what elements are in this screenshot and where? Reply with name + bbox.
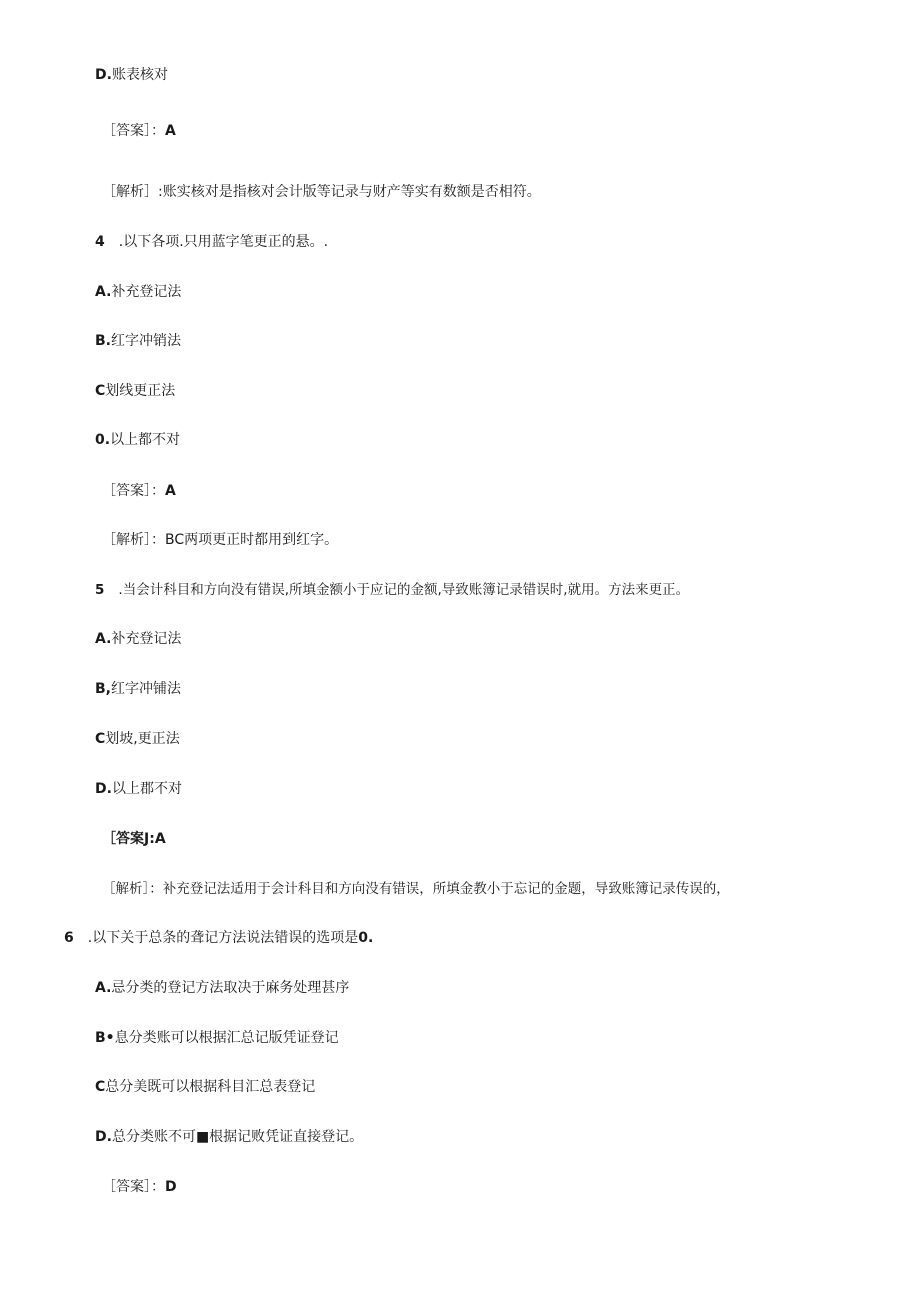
option-letter: A. (95, 980, 112, 996)
analysis-text: BC两项更正时都用到红字。 (165, 532, 339, 548)
answer-value: D (165, 1179, 177, 1195)
q6-option-b (95, 1028, 339, 1048)
option-text: 划线更正法 (105, 383, 176, 399)
q3-option-d (95, 65, 168, 85)
q6-option-c (95, 1077, 315, 1097)
q6-option-d (95, 1127, 363, 1147)
q4-analysis (102, 530, 338, 550)
option-text: 账表核对 (111, 67, 168, 83)
answer-label: ［答案］： (102, 1179, 165, 1195)
option-letter: D. (95, 1129, 112, 1145)
q5-analysis (102, 879, 730, 899)
option-letter: D. (95, 781, 112, 797)
answer-label: ［答案J: (102, 831, 155, 847)
option-text: 总分美既可以根据科目汇总表登记 (105, 1079, 316, 1095)
question-text: .以下关于总条的聋记方法说法错误的选项是 (87, 930, 359, 946)
option-letter: C (95, 383, 106, 399)
question-text: .当会计科目和方向没有错误,所填金额小于应记的金额,导致账簿记录错误时,就用。方法来更正。 (118, 582, 690, 598)
option-text: 总分类账不可■根据记败凭证直接登记。 (111, 1129, 364, 1145)
option-text: 划坡,更正法 (105, 731, 180, 747)
answer-value: A (165, 483, 176, 499)
question-number: 5 (95, 582, 105, 598)
option-letter: D. (95, 67, 112, 83)
option-letter: B, (95, 681, 111, 697)
answer-value: A (165, 123, 176, 139)
option-text: 红字冲铺法 (111, 681, 181, 697)
analysis-label: ［解析］ (102, 184, 158, 200)
q5-option-d (95, 779, 182, 799)
answer-value: A (154, 831, 166, 847)
q5-option-a (95, 629, 181, 649)
q4-option-d (95, 430, 180, 450)
q5-option-b (95, 679, 181, 699)
q5-answer (102, 829, 166, 849)
answer-label: ［答案］： (102, 483, 165, 499)
option-letter: A. (95, 631, 112, 647)
q4-stem (95, 232, 328, 252)
option-text: 补充登记法 (111, 631, 182, 647)
question-text: .以下各项.只用蓝字笔更正的悬。. (118, 234, 329, 250)
option-text: 补充登记法 (111, 284, 182, 300)
option-letter: B. (95, 333, 111, 349)
q4-option-c (95, 381, 175, 401)
q3-analysis (102, 182, 541, 202)
option-letter: 0. (95, 432, 111, 448)
analysis-label: ［解析］： (102, 881, 163, 897)
q3-answer (102, 121, 176, 141)
option-letter: B• (95, 1030, 115, 1046)
option-text: 忌分类的登记方法取决于麻务处理甚序 (111, 980, 350, 996)
option-letter: C (95, 1079, 106, 1095)
q6-option-a (95, 978, 349, 998)
q5-option-c (95, 729, 180, 749)
q4-option-b (95, 331, 181, 351)
analysis-text: :账实核对是指核对会计版等记录与财产等实有数额是否相符。 (158, 184, 541, 200)
option-text: 息分类账可以根据汇总记版凭证登记 (114, 1030, 339, 1046)
question-suffix: 0. (358, 930, 374, 946)
analysis-text: 补充登记法适用于会计科目和方向没有错误，所填金教小于忘记的金题，导致账簿记录传误的， (162, 881, 730, 897)
q6-stem (64, 928, 373, 948)
q5-stem (95, 580, 689, 600)
option-letter: A. (95, 284, 112, 300)
answer-label: ［答案］： (102, 123, 165, 139)
q4-option-a (95, 282, 181, 302)
option-text: 以上都不对 (110, 432, 181, 448)
q4-answer (102, 481, 176, 501)
q6-answer (102, 1177, 177, 1197)
option-text: 以上郡不对 (111, 781, 182, 797)
question-number: 6 (64, 930, 74, 946)
analysis-label: ［解析］： (102, 532, 165, 548)
option-text: 红字冲销法 (111, 333, 181, 349)
question-number: 4 (95, 234, 105, 250)
option-letter: C (95, 731, 106, 747)
